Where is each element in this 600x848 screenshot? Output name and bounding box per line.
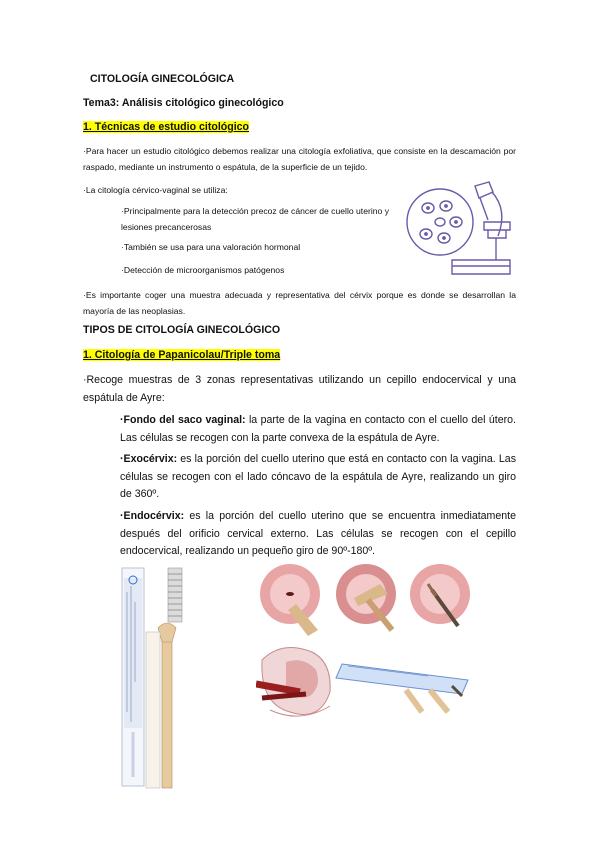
microscope-illustration-icon — [400, 178, 518, 278]
document-title: CITOLOGÍA GINECOLÓGICA — [90, 73, 235, 85]
zone-description: es la porción del cuello uterino que está en contacto con la vagina. Las células se recogen con el lado cóncavo de la espátula de Ayre, realizando un giro de 360º. — [120, 453, 516, 500]
endocervical-brush-spatula-kit-image — [118, 562, 218, 792]
list-item-microorganisms: ·Detección de microorganismos patógenos — [121, 265, 285, 275]
paragraph-neoplasias: ·Es importante coger una muestra adecuada y representativa del cérvix porque es donde se desarrollan la mayoría de las neoplasias. — [83, 290, 516, 316]
zone-term: ·Exocérvix: — [120, 453, 178, 465]
topic-heading: Tema3: Análisis citológico ginecológico — [83, 97, 284, 109]
zone-term: ·Endocérvix: — [120, 510, 185, 522]
zone-description: la parte de la vagina en contacto con el cuello del útero. Las células se recogen con la parte convexa de la espátula de Ayre. — [120, 414, 516, 444]
types-heading: TIPOS DE CITOLOGÍA GINECOLÓGICO — [83, 324, 281, 336]
section2-heading: 1. Citología de Papanicolau/Triple toma — [83, 349, 281, 361]
zone-description: es la porción del cuello uterino que se encuentra inmediatamente después del orificio cervical externo. Las células se recogen con el cepillo endocervical, realizando un pequeño giro de 90º-180º. — [120, 510, 516, 557]
zone-vaginal-fundus — [120, 412, 516, 447]
zone-term: ·Fondo del saco vaginal: — [120, 414, 246, 426]
zone-exocervix — [120, 451, 516, 504]
zone-endocervix — [120, 508, 516, 561]
list-item-hormonal: ·También se usa para una valoración hormonal — [121, 242, 301, 252]
cervix-sampling-illustrations — [256, 560, 482, 760]
paragraph-exfoliative: ·Para hacer un estudio citológico debemos realizar una citología exfoliativa, que consiste en la descamación por raspado, mediante un instrumento o espátula, de la superficie de un tejido. — [83, 146, 516, 172]
section1-heading: 1. Técnicas de estudio citológico — [83, 121, 250, 133]
paragraph-uses-intro: ·La citología cérvico-vaginal se utiliza: — [83, 185, 228, 195]
paragraph-triple-toma: ·Recoge muestras de 3 zonas representativas utilizando un cepillo endocervical y una espátula de Ayre: — [83, 374, 516, 404]
list-item-cancer-detection: ·Principalmente para la detección precoz de cáncer de cuello uterino y lesiones precancerosas — [121, 206, 389, 232]
